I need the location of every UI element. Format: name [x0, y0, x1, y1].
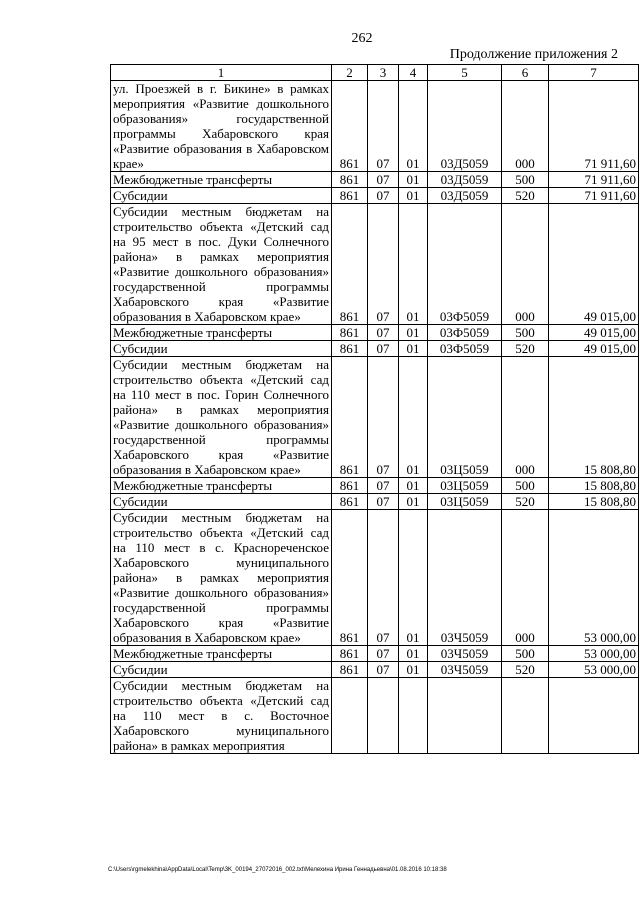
table-row [111, 357, 639, 478]
row-amount: 49 015,00 [549, 325, 639, 341]
row-expense-type: 520 [502, 341, 549, 357]
table-row [111, 325, 639, 341]
row-name: Субсидии местным бюджетам на строительство объекта «Детский сад на 95 мест в пос. Дуки Солнечного района» в рамках мероприятия «Развитие дошкольного образования» государственной программы Хабаровского края «Развитие образования в Хабаровском крае» [111, 204, 332, 325]
row-subsection: 01 [399, 494, 428, 510]
row-amount: 49 015,00 [549, 341, 639, 357]
budget-table [110, 64, 639, 754]
row-section: 07 [368, 478, 399, 494]
row-name: Субсидии местным бюджетам на строительство объекта «Детский сад на 110 мест в пос. Горин Солнечного района» в рамках мероприятия «Развитие дошкольного образования» государственной программы Хабаровского края «Развитие образования в Хабаровском крае» [111, 357, 332, 478]
row-grbs: 861 [332, 81, 368, 172]
table-row [111, 478, 639, 494]
row-target-code: 03Ц5059 [428, 478, 502, 494]
header-cell-5: 5 [428, 65, 502, 81]
row-section: 07 [368, 357, 399, 478]
row-section: 07 [368, 510, 399, 646]
row-amount [549, 678, 639, 754]
row-section: 07 [368, 494, 399, 510]
row-amount: 71 911,60 [549, 188, 639, 204]
header-cell-3: 3 [368, 65, 399, 81]
row-section: 07 [368, 646, 399, 662]
row-expense-type: 500 [502, 172, 549, 188]
row-subsection: 01 [399, 357, 428, 478]
row-expense-type: 000 [502, 204, 549, 325]
row-subsection: 01 [399, 81, 428, 172]
row-subsection: 01 [399, 510, 428, 646]
row-section: 07 [368, 172, 399, 188]
row-target-code: 03Ц5059 [428, 494, 502, 510]
row-expense-type: 520 [502, 662, 549, 678]
row-expense-type: 000 [502, 81, 549, 172]
row-subsection: 01 [399, 204, 428, 325]
table-row [111, 662, 639, 678]
row-target-code: 03Д5059 [428, 188, 502, 204]
table-row [111, 494, 639, 510]
row-target-code: 03Д5059 [428, 172, 502, 188]
row-grbs: 861 [332, 646, 368, 662]
table-row [111, 188, 639, 204]
row-target-code: 03Ч5059 [428, 510, 502, 646]
table-row [111, 678, 639, 754]
row-target-code: 03Ч5059 [428, 662, 502, 678]
row-expense-type: 500 [502, 646, 549, 662]
table-row [111, 81, 639, 172]
row-name: Субсидии [111, 188, 332, 204]
row-target-code: 03Д5059 [428, 81, 502, 172]
header-cell-4: 4 [399, 65, 428, 81]
row-subsection: 01 [399, 188, 428, 204]
row-grbs: 861 [332, 510, 368, 646]
row-grbs: 861 [332, 478, 368, 494]
row-expense-type: 520 [502, 188, 549, 204]
row-name: Субсидии местным бюджетам на строительство объекта «Детский сад на 110 мест в с. Восточное Хабаровского муниципального района» в рамках мероприятия [111, 678, 332, 754]
row-target-code [428, 678, 502, 754]
row-section: 07 [368, 81, 399, 172]
row-grbs: 861 [332, 494, 368, 510]
table-row [111, 646, 639, 662]
row-section: 07 [368, 341, 399, 357]
row-subsection: 01 [399, 341, 428, 357]
header-cell-6: 6 [502, 65, 549, 81]
row-expense-type: 520 [502, 494, 549, 510]
row-name: ул. Проезжей в г. Бикине» в рамках мероприятия «Развитие дошкольного образования» государственной программы Хабаровского края «Развитие образования в Хабаровском крае» [111, 81, 332, 172]
row-subsection: 01 [399, 478, 428, 494]
header-cell-2: 2 [332, 65, 368, 81]
row-section: 07 [368, 325, 399, 341]
appendix-continuation-label: Продолжение приложения 2 [449, 47, 618, 62]
header-cell-7: 7 [549, 65, 639, 81]
row-amount: 53 000,00 [549, 510, 639, 646]
row-grbs: 861 [332, 172, 368, 188]
row-subsection: 01 [399, 646, 428, 662]
row-section: 07 [368, 188, 399, 204]
table-row [111, 510, 639, 646]
table-row [111, 172, 639, 188]
row-amount: 53 000,00 [549, 662, 639, 678]
row-name: Межбюджетные трансферты [111, 646, 332, 662]
row-name: Субсидии местным бюджетам на строительство объекта «Детский сад на 110 мест в с. Краснореченское Хабаровского муниципального района» в рамках мероприятия «Развитие дошкольного образования» государственной программы Хабаровского края «Развитие образования в Хабаровском крае» [111, 510, 332, 646]
row-name: Межбюджетные трансферты [111, 325, 332, 341]
header-row [111, 65, 639, 81]
page-number: 262 [351, 31, 373, 46]
row-grbs: 861 [332, 325, 368, 341]
row-subsection: 01 [399, 172, 428, 188]
row-name: Межбюджетные трансферты [111, 478, 332, 494]
row-grbs: 861 [332, 204, 368, 325]
row-amount: 15 808,80 [549, 494, 639, 510]
row-name: Межбюджетные трансферты [111, 172, 332, 188]
row-section: 07 [368, 204, 399, 325]
row-grbs: 861 [332, 662, 368, 678]
row-subsection: 01 [399, 662, 428, 678]
row-expense-type: 000 [502, 357, 549, 478]
row-amount: 53 000,00 [549, 646, 639, 662]
row-amount: 15 808,80 [549, 478, 639, 494]
row-subsection [399, 678, 428, 754]
row-expense-type [502, 678, 549, 754]
header-cell-1: 1 [111, 65, 332, 81]
row-section [368, 678, 399, 754]
row-grbs [332, 678, 368, 754]
row-expense-type: 500 [502, 325, 549, 341]
row-amount: 71 911,60 [549, 172, 639, 188]
row-section: 07 [368, 662, 399, 678]
row-grbs: 861 [332, 357, 368, 478]
row-name: Субсидии [111, 662, 332, 678]
row-expense-type: 500 [502, 478, 549, 494]
row-target-code: 03Ф5059 [428, 341, 502, 357]
row-expense-type: 000 [502, 510, 549, 646]
row-target-code: 03Ц5059 [428, 357, 502, 478]
table-row [111, 341, 639, 357]
row-amount: 15 808,80 [549, 357, 639, 478]
row-target-code: 03Ф5059 [428, 325, 502, 341]
table-row [111, 204, 639, 325]
row-target-code: 03Ф5059 [428, 204, 502, 325]
row-target-code: 03Ч5059 [428, 646, 502, 662]
row-amount: 71 911,60 [549, 81, 639, 172]
row-amount: 49 015,00 [549, 204, 639, 325]
row-name: Субсидии [111, 341, 332, 357]
row-name: Субсидии [111, 494, 332, 510]
file-path-footer: C:\Users\rgmelekhina\AppData\Local\Temp\3K_00194_27072016_002.txt\Мелехина Ирина Геннадьевна\01.08.2016 10:18:38 [108, 867, 447, 873]
row-grbs: 861 [332, 188, 368, 204]
row-subsection: 01 [399, 325, 428, 341]
row-grbs: 861 [332, 341, 368, 357]
